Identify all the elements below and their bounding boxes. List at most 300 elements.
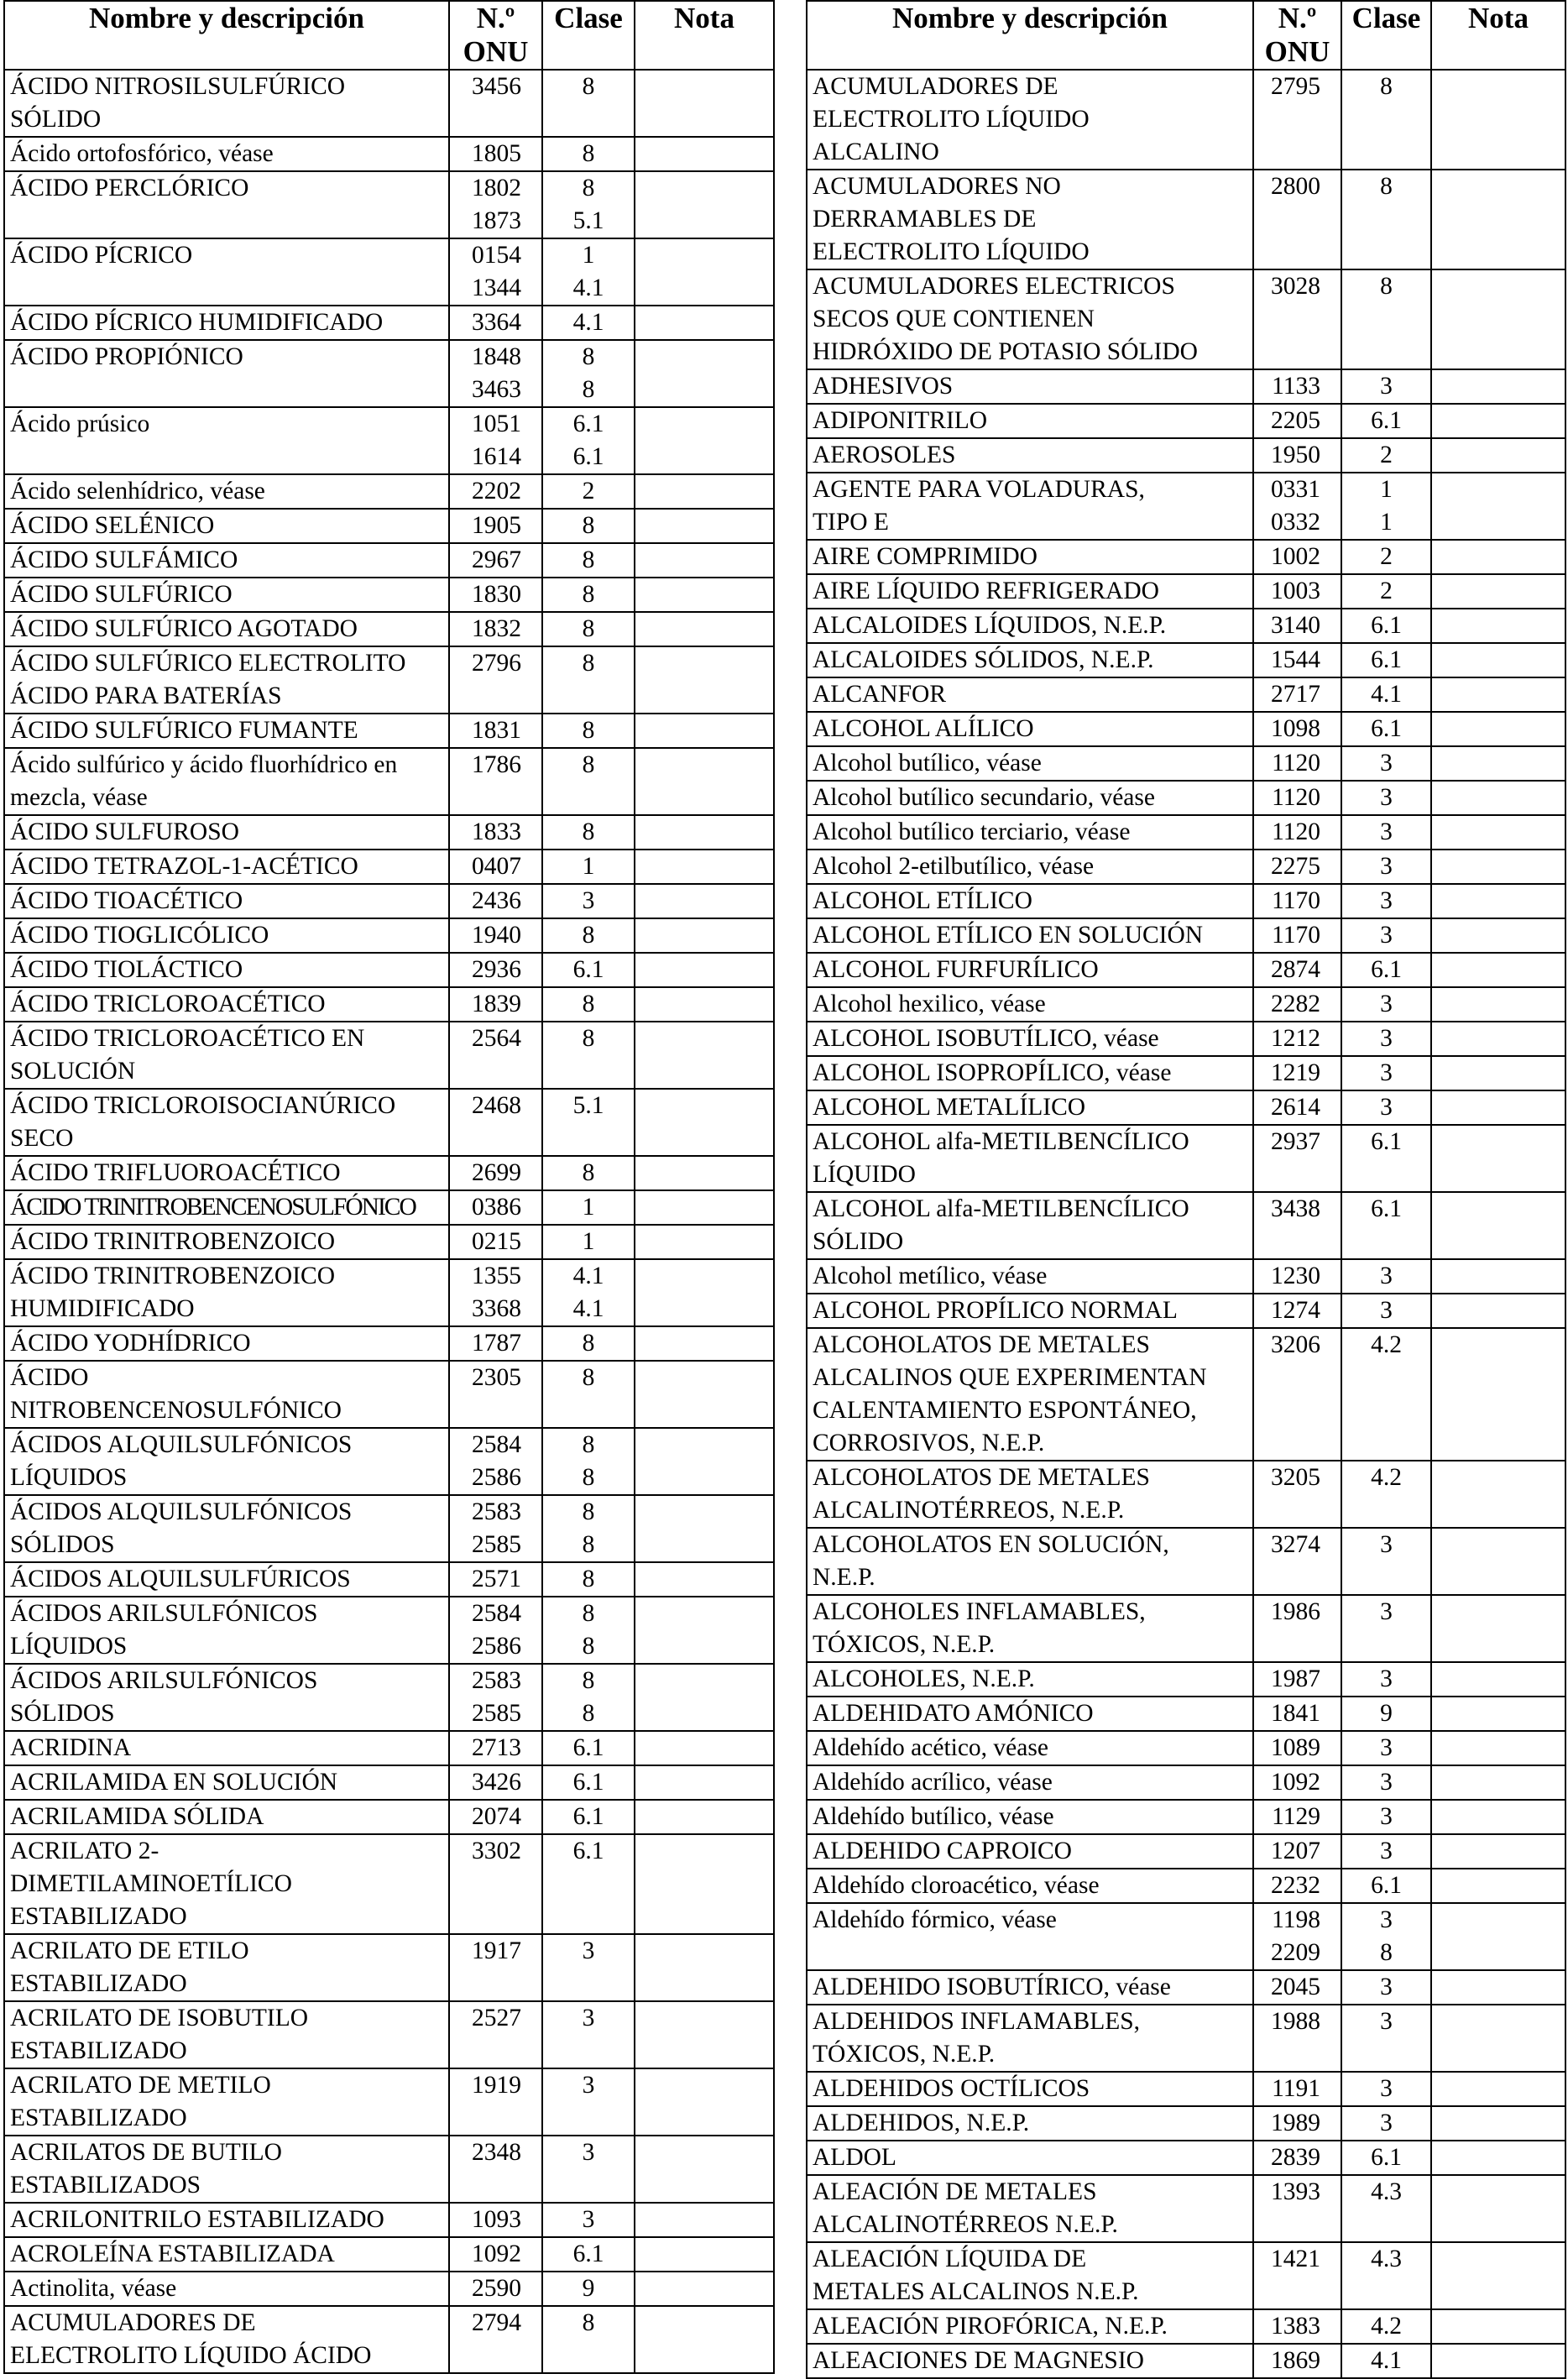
substance-name-line: ÁCIDO SULFUROSO [10, 818, 239, 845]
un-number-line: 1940 [472, 922, 521, 949]
substance-name-cell [4, 238, 449, 306]
substance-name-cell [4, 1428, 449, 1495]
un-number-cell [1253, 1125, 1341, 1192]
substance-name-line: ÁCIDO TRICLOROISOCIANÚRICO [10, 1092, 396, 1119]
substance-name-line: Aldehído acrílico, véase [813, 1769, 1053, 1796]
nota-cell [1431, 574, 1565, 609]
nota-cell [1431, 677, 1565, 712]
dangerous-goods-table-left [3, 0, 775, 2374]
un-number-line: 1905 [472, 512, 521, 539]
un-number-cell [1253, 1328, 1341, 1461]
table-row [807, 2242, 1565, 2309]
substance-name-line: ACRILAMIDA SÓLIDA [10, 1803, 264, 1830]
un-number-line: 3364 [472, 309, 521, 336]
table-row [4, 543, 774, 578]
un-number-cell [449, 543, 542, 578]
class-line: 3 [582, 887, 595, 914]
class-line: 6.1 [572, 2240, 604, 2267]
table-row [807, 574, 1565, 609]
nota-cell [635, 171, 774, 238]
class-line: 6.1 [572, 1838, 604, 1864]
un-number-line: 1191 [1272, 2075, 1320, 2102]
substance-name-cell [4, 646, 449, 714]
class-line: 3 [582, 2072, 595, 2099]
substance-name-cell [807, 953, 1253, 987]
substance-name-cell [807, 1090, 1253, 1125]
un-number-cell [1253, 1461, 1341, 1528]
nota-cell [635, 1156, 774, 1190]
un-number-cell [1253, 953, 1341, 987]
un-number-cell [449, 646, 542, 714]
table-row [4, 1428, 774, 1495]
un-number-line: 2074 [472, 1803, 521, 1830]
un-number-line: 1831 [472, 717, 521, 744]
un-number-line: 1869 [1271, 2347, 1320, 2374]
class-line: 8 [1380, 173, 1393, 200]
nota-cell [635, 1834, 774, 1934]
substance-name-cell [4, 474, 449, 509]
un-number-line: 2209 [1271, 1939, 1320, 1966]
substance-name-line: CORROSIVOS, N.E.P. [813, 1430, 1045, 1456]
substance-name-line: Ácido prúsico [10, 410, 150, 437]
class-cell [1341, 1662, 1431, 1697]
class-line: 3 [1380, 1974, 1393, 2000]
table-row [4, 2306, 774, 2373]
class-line: 8 [582, 650, 595, 677]
substance-name-line: Alcohol butílico, véase [813, 750, 1042, 776]
un-number-cell [449, 1089, 542, 1156]
substance-name-line: TÓXICOS, N.E.P. [813, 1631, 996, 1658]
un-number-cell [449, 509, 542, 543]
un-number-cell [449, 306, 542, 340]
table-row [4, 1022, 774, 1089]
table-row [4, 1834, 774, 1934]
class-line: 3 [1380, 2008, 1393, 2035]
class-cell [542, 2203, 635, 2237]
substance-name-cell [4, 1597, 449, 1664]
un-number-line: 1219 [1271, 1059, 1320, 1086]
substance-name-cell [807, 1056, 1253, 1090]
substance-name-line: ALCALINOTÉRREOS N.E.P. [813, 2211, 1118, 2238]
table-row [807, 815, 1565, 850]
un-number-line: 1120 [1272, 784, 1320, 811]
class-cell [542, 238, 635, 306]
substance-name-cell [4, 407, 449, 474]
substance-name-line: ELECTROLITO LÍQUIDO [813, 106, 1090, 133]
un-number-line: 1393 [1271, 2178, 1320, 2205]
un-number-cell [1253, 1800, 1341, 1834]
table-row [4, 306, 774, 340]
nota-cell [635, 306, 774, 340]
class-line: 1 [1380, 509, 1393, 536]
nota-cell [635, 1664, 774, 1731]
table-row [4, 815, 774, 850]
un-number-line: 1089 [1271, 1734, 1320, 1761]
substance-name-cell [4, 815, 449, 850]
class-line: 3 [582, 2206, 595, 2233]
substance-name-line: ESTABILIZADOS [10, 2172, 201, 2199]
class-line: 1 [1380, 476, 1393, 503]
substance-name-cell [4, 509, 449, 543]
nota-cell [1431, 1800, 1565, 1834]
class-line: 8 [582, 175, 595, 201]
un-number-cell [449, 2272, 542, 2306]
un-number-cell [1253, 2072, 1341, 2106]
substance-name-line: ADIPONITRILO [813, 407, 988, 434]
table-row [4, 1225, 774, 1259]
nota-cell [1431, 1259, 1565, 1294]
substance-name-line: ALCOHOLES, N.E.P. [813, 1665, 1035, 1692]
substance-name-line: ÁCIDO TIOLÁCTICO [10, 956, 243, 983]
class-cell [1341, 2072, 1431, 2106]
un-number-cell [1253, 2175, 1341, 2242]
substance-name-line: ALDEHIDOS, N.E.P. [813, 2110, 1030, 2136]
nota-cell [1431, 404, 1565, 438]
class-cell [1341, 473, 1431, 540]
un-number-line: 0154 [472, 242, 521, 269]
table-row [807, 746, 1565, 781]
class-cell [1341, 2309, 1431, 2344]
un-number-line: 1544 [1271, 646, 1320, 673]
class-line: 3 [1380, 1531, 1393, 1558]
un-number-line: 2583 [472, 1667, 521, 1694]
substance-name-line: ACUMULADORES DE [10, 2309, 256, 2336]
table-row [807, 1125, 1565, 1192]
table-row [807, 677, 1565, 712]
substance-name-line: ÁCIDO SULFÁMICO [10, 546, 238, 573]
un-number-line: 2584 [472, 1600, 521, 1627]
substance-name-line: TÓXICOS, N.E.P. [813, 2041, 996, 2068]
class-cell [1341, 70, 1431, 170]
un-number-cell [1253, 1056, 1341, 1090]
substance-name-cell [4, 2237, 449, 2272]
class-line: 8 [582, 991, 595, 1017]
un-number-cell [1253, 1528, 1341, 1595]
class-cell [1341, 369, 1431, 404]
substance-name-cell [4, 987, 449, 1022]
nota-cell [635, 714, 774, 748]
nota-cell [1431, 473, 1565, 540]
un-number-cell [1253, 712, 1341, 746]
class-line: 8 [582, 717, 595, 744]
substance-name-cell [807, 2106, 1253, 2141]
un-number-cell [1253, 1595, 1341, 1662]
class-line: 3 [1380, 1263, 1393, 1289]
table-row [4, 1089, 774, 1156]
substance-name-cell [4, 1089, 449, 1156]
un-number-line: 0331 [1271, 476, 1320, 503]
nota-cell [1431, 1125, 1565, 1192]
nota-cell [635, 748, 774, 815]
class-cell [542, 340, 635, 407]
un-number-line: 2586 [472, 1464, 521, 1491]
nota-cell [1431, 1528, 1565, 1595]
nota-cell [635, 646, 774, 714]
class-cell [1341, 404, 1431, 438]
un-number-cell [449, 474, 542, 509]
substance-name-line: AEROSOLES [813, 442, 956, 468]
class-cell [542, 2136, 635, 2203]
table-row [4, 1190, 774, 1225]
table-row [807, 1595, 1565, 1662]
table-row [807, 1903, 1565, 1970]
substance-name-line: ALCANFOR [813, 681, 946, 708]
un-number-line: 2614 [1271, 1094, 1320, 1121]
class-cell [542, 1225, 635, 1259]
un-number-line: 1802 [472, 175, 521, 201]
class-cell [1341, 1800, 1431, 1834]
un-number-cell [1253, 781, 1341, 815]
class-cell [1341, 1259, 1431, 1294]
un-number-cell [1253, 473, 1341, 540]
nota-cell [635, 1765, 774, 1800]
table-row [807, 918, 1565, 953]
un-number-cell [449, 2001, 542, 2068]
table-row [4, 70, 774, 137]
substance-name-cell [4, 1022, 449, 1089]
un-number-cell [1253, 677, 1341, 712]
class-line: 4.3 [1371, 2178, 1402, 2205]
nota-cell [635, 2203, 774, 2237]
class-cell [542, 1562, 635, 1597]
un-number-line: 0386 [472, 1194, 521, 1221]
substance-name-line: ALCOHOL METALÍLICO [813, 1094, 1086, 1121]
nota-cell [1431, 1970, 1565, 2005]
un-number-line: 3426 [472, 1769, 521, 1796]
table-row [807, 438, 1565, 473]
nota-cell [1431, 2072, 1565, 2106]
substance-name-line: ÁCIDO SELÉNICO [10, 512, 215, 539]
class-line: 8 [582, 1464, 595, 1491]
substance-name-line: ALDEHIDOS OCTÍLICOS [813, 2075, 1090, 2102]
class-cell [542, 1597, 635, 1664]
nota-cell [1431, 850, 1565, 884]
un-number-line: 2571 [472, 1566, 521, 1592]
table-row [807, 1697, 1565, 1731]
substance-name-cell [4, 1731, 449, 1765]
nota-cell [1431, 746, 1565, 781]
substance-name-line: ÁCIDO PÍCRICO [10, 242, 193, 269]
un-number-cell [1253, 404, 1341, 438]
substance-name-cell [807, 1294, 1253, 1328]
un-number-line: 0215 [472, 1228, 521, 1255]
class-line: 3 [1380, 1094, 1393, 1121]
class-cell [1341, 2242, 1431, 2309]
table-row [4, 1259, 774, 1326]
un-number-line: 1198 [1272, 1906, 1320, 1933]
un-number-cell [1253, 2309, 1341, 2344]
class-cell [1341, 438, 1431, 473]
un-number-cell [449, 1765, 542, 1800]
table-row [4, 2068, 774, 2136]
substance-name-line: ÁCIDO PÍCRICO HUMIDIFICADO [10, 309, 384, 336]
class-line: 2 [1380, 442, 1393, 468]
un-number-line: 1805 [472, 140, 521, 167]
table-row [4, 1731, 774, 1765]
substance-name-cell [4, 1361, 449, 1428]
table-header-row [807, 1, 1565, 70]
class-line: 8 [582, 343, 595, 370]
table-row [4, 474, 774, 509]
substance-name-line: ÁCIDO TIOACÉTICO [10, 887, 243, 914]
substance-name-cell [4, 171, 449, 238]
substance-name-cell [807, 2141, 1253, 2175]
table-row [4, 137, 774, 171]
nota-cell [1431, 2141, 1565, 2175]
class-cell [542, 1765, 635, 1800]
header-nota: Nota [1431, 1, 1565, 70]
un-number-cell [449, 850, 542, 884]
un-number-line: 1383 [1271, 2313, 1320, 2340]
substance-name-cell [807, 1595, 1253, 1662]
substance-name-cell [807, 438, 1253, 473]
substance-name-line: ÁCIDO TRICLOROACÉTICO [10, 991, 326, 1017]
substance-name-line: ESTABILIZADO [10, 2037, 187, 2064]
class-line: 4.1 [572, 1295, 604, 1322]
un-number-cell [1253, 1662, 1341, 1697]
class-cell [542, 2306, 635, 2373]
table-row [807, 712, 1565, 746]
un-number-cell [1253, 643, 1341, 677]
un-number-line: 2527 [472, 2005, 521, 2031]
class-cell [542, 2272, 635, 2306]
table-row [4, 1495, 774, 1562]
un-number-line: 3140 [1271, 612, 1320, 639]
class-line: 3 [1380, 2110, 1393, 2136]
un-number-line: 2275 [1271, 853, 1320, 880]
class-line: 6.1 [1371, 646, 1402, 673]
un-number-cell [1253, 1731, 1341, 1765]
un-number-line: 2795 [1271, 73, 1320, 100]
substance-name-cell [807, 987, 1253, 1022]
table-row [807, 2175, 1565, 2242]
table-row [807, 1731, 1565, 1765]
un-number-cell [449, 748, 542, 815]
un-number-line: 1170 [1272, 887, 1320, 914]
header-clase: Clase [1341, 1, 1431, 70]
substance-name-line: ÁCIDO TRINITROBENCENOSULFÓNICO [10, 1194, 416, 1221]
un-number-line: 2585 [472, 1531, 521, 1558]
nota-cell [635, 1731, 774, 1765]
substance-name-cell [807, 1765, 1253, 1800]
un-number-cell [449, 1156, 542, 1190]
substance-name-cell [807, 369, 1253, 404]
substance-name-cell [4, 543, 449, 578]
un-number-line: 2436 [472, 887, 521, 914]
class-line: 8 [582, 615, 595, 642]
class-line: 8 [582, 73, 595, 100]
un-number-cell [449, 1934, 542, 2001]
un-number-cell [1253, 2344, 1341, 2378]
class-cell [542, 1934, 635, 2001]
substance-name-cell [807, 712, 1253, 746]
table-row [807, 1328, 1565, 1461]
un-number-cell [1253, 369, 1341, 404]
class-line: 8 [582, 1600, 595, 1627]
table-row [807, 170, 1565, 269]
un-number-line: 1051 [472, 410, 521, 437]
class-cell [542, 884, 635, 918]
un-number-cell [449, 953, 542, 987]
nota-cell [635, 2272, 774, 2306]
class-line: 3 [1380, 1025, 1393, 1052]
table-row [807, 1869, 1565, 1903]
table-row [807, 2072, 1565, 2106]
un-number-cell [1253, 438, 1341, 473]
nota-cell [635, 953, 774, 987]
un-number-line: 0407 [472, 853, 521, 880]
nota-cell [635, 340, 774, 407]
substance-name-cell [4, 918, 449, 953]
nota-cell [1431, 1022, 1565, 1056]
table-row [4, 1156, 774, 1190]
substance-name-cell [4, 953, 449, 987]
nota-cell [1431, 609, 1565, 643]
un-number-cell [1253, 1869, 1341, 1903]
class-cell [542, 306, 635, 340]
class-line: 4.2 [1371, 1464, 1402, 1491]
un-number-cell [449, 1800, 542, 1834]
un-number-cell [449, 2203, 542, 2237]
nota-cell [635, 1934, 774, 2001]
un-number-line: 3368 [472, 1295, 521, 1322]
un-number-line: 2232 [1271, 1872, 1320, 1899]
substance-name-line: SÓLIDO [813, 1228, 904, 1255]
class-line: 1 [582, 853, 595, 880]
un-number-line: 1614 [472, 443, 521, 470]
class-cell [542, 509, 635, 543]
class-cell [542, 612, 635, 646]
substance-name-line: ALCOHOL alfa-METILBENCÍLICO [813, 1128, 1189, 1155]
table-row [4, 2237, 774, 2272]
substance-name-line: DIMETILAMINOETÍLICO [10, 1870, 292, 1897]
un-number-cell [449, 1731, 542, 1765]
un-number-line: 1787 [472, 1330, 521, 1357]
nota-cell [635, 137, 774, 171]
class-line: 5.1 [572, 207, 604, 234]
substance-name-line: ALCOHOLATOS DE METALES [813, 1464, 1150, 1491]
nota-cell [1431, 2344, 1565, 2378]
nota-cell [1431, 987, 1565, 1022]
table-row [4, 2001, 774, 2068]
substance-name-cell [807, 1731, 1253, 1765]
class-cell [542, 714, 635, 748]
substance-name-line: AIRE COMPRIMIDO [813, 543, 1037, 570]
nota-cell [635, 1326, 774, 1361]
table-row [807, 404, 1565, 438]
table-row [4, 953, 774, 987]
table-row [807, 2309, 1565, 2344]
substance-name-line: ACRIDINA [10, 1734, 132, 1761]
un-number-line: 3438 [1271, 1195, 1320, 1222]
un-number-cell [1253, 540, 1341, 574]
table-row [4, 171, 774, 238]
nota-cell [635, 407, 774, 474]
un-number-cell [449, 1597, 542, 1664]
substance-name-line: ÁCIDO PROPIÓNICO [10, 343, 243, 370]
table-header-row [4, 1, 774, 70]
substance-name-cell [4, 578, 449, 612]
nota-cell [635, 2068, 774, 2136]
class-line: 4.3 [1371, 2246, 1402, 2272]
un-number-line: 2584 [472, 1431, 521, 1458]
table-row [4, 2136, 774, 2203]
un-number-cell [1253, 815, 1341, 850]
table-row [4, 340, 774, 407]
substance-name-cell [4, 714, 449, 748]
substance-name-cell [807, 1800, 1253, 1834]
nota-cell [635, 70, 774, 137]
